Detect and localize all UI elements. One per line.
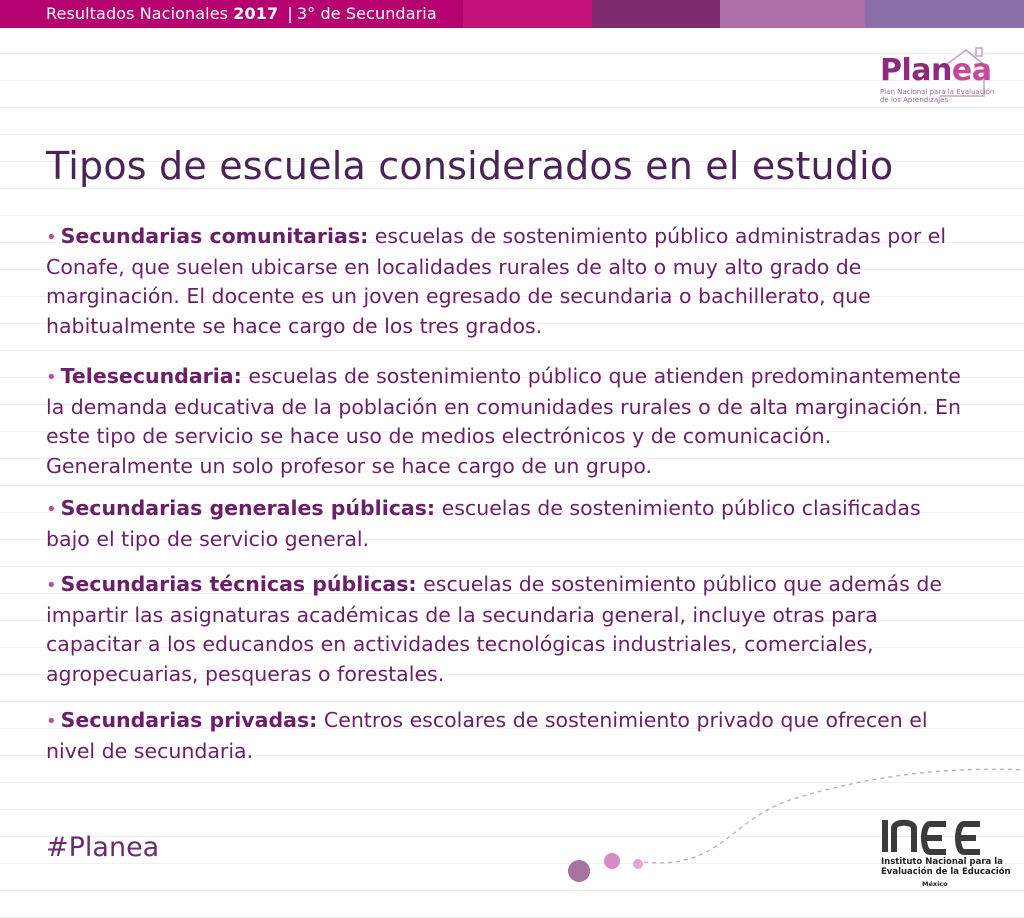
header-title	[0, 0, 463, 28]
bullet-icon: •	[46, 575, 57, 596]
page-title: Tipos de escuela considerados en el estudio	[46, 144, 894, 188]
item-term: Secundarias técnicas públicas:	[60, 572, 417, 596]
item-description: escuelas de sostenimiento público que atienden predominantemente la demanda educativa de la población en comunidades rurales o de alta marginación. En este tipo de servicio se hace uso de medios electrónicos y de comunicación. Generalmente un solo profesor se hace cargo de un grupo.	[46, 364, 961, 478]
header-color-block	[720, 0, 865, 28]
planea-subtitle-line: de los Aprendizajes	[880, 96, 949, 104]
item-description: escuelas de sostenimiento público que además de impartir las asignaturas académicas de la secundaria general, incluye otras para capacitar a los educandos en actividades tecnológicas industriales, comerciales, agropecuarias, pesqueras o forestales.	[46, 572, 942, 686]
hashtag: #Planea	[46, 832, 160, 863]
inee-subtitle	[881, 857, 1011, 877]
header-color-block	[463, 0, 592, 28]
planea-subtitle	[880, 88, 994, 104]
inee-subtitle-line: Evaluación de la Educación	[881, 867, 1011, 877]
item-description: escuelas de sostenimiento público administradas por el Conafe, que suelen ubicarse en localidades rurales de alto o muy alto grado de marginación. El docente es un joven egresado de secundaria o bachillerato, que habitualmente se hace cargo de los tres grados.	[46, 224, 947, 338]
planea-word-main: Plan	[880, 53, 952, 88]
inee-wordmark-icon	[880, 816, 990, 856]
bullet-icon: •	[46, 227, 57, 248]
planea-subtitle-line: Plan Nacional para la Evaluación	[880, 88, 995, 96]
list-item	[46, 570, 966, 689]
item-term: Secundarias generales públicas:	[60, 496, 436, 520]
header-color-block	[865, 0, 1024, 28]
inee-subtitle-line: Instituto Nacional para la	[881, 857, 1003, 867]
item-term: Secundarias privadas:	[60, 708, 318, 732]
list-item	[46, 222, 966, 341]
dot	[633, 859, 643, 869]
item-description: escuelas de sostenimiento público clasificadas bajo el tipo de servicio general.	[46, 496, 921, 551]
inee-logo	[880, 816, 1011, 896]
header-title-prefix: Resultados Nacionales	[46, 4, 229, 23]
header-title-level: 3° de Secundaria	[296, 4, 437, 23]
dot	[604, 853, 620, 869]
item-term: Secundarias comunitarias:	[60, 224, 369, 248]
bullet-icon: •	[46, 367, 57, 388]
list-item	[46, 362, 966, 481]
item-term: Telesecundaria:	[60, 364, 242, 388]
planea-logo	[878, 44, 995, 120]
item-description: Centros escolares de sostenimiento privado que ofrecen el nivel de secundaria.	[46, 708, 928, 763]
inee-country: México	[922, 880, 948, 888]
header-bar	[0, 0, 1024, 28]
bullet-icon: •	[46, 499, 57, 520]
planea-wordmark	[880, 54, 991, 88]
header-color-block	[592, 0, 720, 28]
dot	[568, 860, 590, 882]
header-title-year: 2017	[233, 4, 279, 23]
list-item	[46, 494, 966, 554]
bullet-icon: •	[46, 711, 57, 732]
list-item	[46, 706, 966, 766]
planea-word-accent: ea	[951, 53, 992, 88]
header-separator: |	[287, 4, 293, 23]
